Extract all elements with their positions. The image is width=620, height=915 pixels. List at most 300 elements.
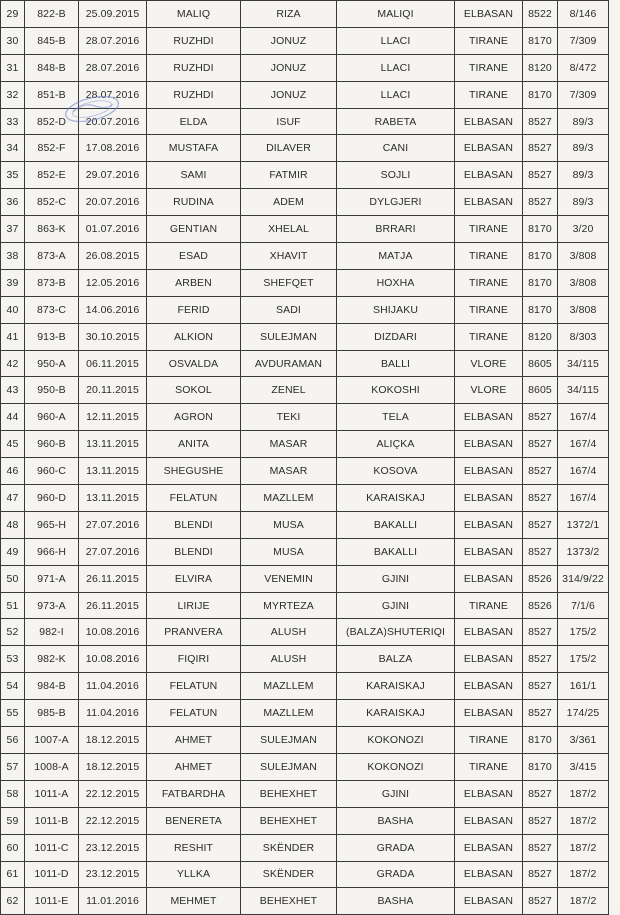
city-cell: TIRANE <box>455 216 523 243</box>
father-name-cell: SULEJMAN <box>241 323 337 350</box>
parcel-number-cell: 1373/2 <box>558 538 609 565</box>
surname-cell: RABETA <box>337 108 455 135</box>
zone-code-cell: 8170 <box>523 753 558 780</box>
surname-cell: BAKALLI <box>337 511 455 538</box>
parcel-number-cell: 7/1/6 <box>558 592 609 619</box>
surname-cell: KOKONOZI <box>337 727 455 754</box>
table-row <box>1 646 609 673</box>
reference-code-cell: 950-A <box>25 350 79 377</box>
table-row <box>1 592 609 619</box>
zone-code-cell: 8120 <box>523 323 558 350</box>
table-row <box>1 673 609 700</box>
father-name-cell: JONUZ <box>241 27 337 54</box>
table-row <box>1 404 609 431</box>
father-name-cell: AVDURAMAN <box>241 350 337 377</box>
row-number-cell: 29 <box>1 1 25 28</box>
date-cell: 23.12.2015 <box>79 834 147 861</box>
zone-code-cell: 8605 <box>523 377 558 404</box>
date-cell: 26.11.2015 <box>79 592 147 619</box>
table-row <box>1 780 609 807</box>
row-number-cell: 37 <box>1 216 25 243</box>
zone-code-cell: 8527 <box>523 431 558 458</box>
zone-code-cell: 8527 <box>523 807 558 834</box>
table-row <box>1 485 609 512</box>
city-cell: ELBASAN <box>455 108 523 135</box>
surname-cell: TELA <box>337 404 455 431</box>
city-cell: ELBASAN <box>455 404 523 431</box>
date-cell: 25.09.2015 <box>79 1 147 28</box>
parcel-number-cell: 7/309 <box>558 27 609 54</box>
first-name-cell: BENERETA <box>147 807 241 834</box>
father-name-cell: ALUSH <box>241 619 337 646</box>
table-row <box>1 323 609 350</box>
reference-code-cell: 873-A <box>25 243 79 270</box>
reference-code-cell: 960-C <box>25 458 79 485</box>
parcel-number-cell: 167/4 <box>558 404 609 431</box>
zone-code-cell: 8527 <box>523 538 558 565</box>
zone-code-cell: 8526 <box>523 565 558 592</box>
parcel-number-cell: 3/361 <box>558 727 609 754</box>
first-name-cell: RESHIT <box>147 834 241 861</box>
parcel-number-cell: 89/3 <box>558 135 609 162</box>
surname-cell: (BALZA)SHUTERIQI <box>337 619 455 646</box>
zone-code-cell: 8527 <box>523 135 558 162</box>
first-name-cell: FATBARDHA <box>147 780 241 807</box>
city-cell: TIRANE <box>455 27 523 54</box>
city-cell: ELBASAN <box>455 511 523 538</box>
city-cell: VLORE <box>455 377 523 404</box>
city-cell: ELBASAN <box>455 619 523 646</box>
row-number-cell: 49 <box>1 538 25 565</box>
surname-cell: GJINI <box>337 780 455 807</box>
first-name-cell: AHMET <box>147 727 241 754</box>
parcel-number-cell: 187/2 <box>558 861 609 888</box>
surname-cell: GJINI <box>337 565 455 592</box>
surname-cell: KARAISKAJ <box>337 485 455 512</box>
table-row <box>1 431 609 458</box>
surname-cell: BALLI <box>337 350 455 377</box>
parcel-number-cell: 89/3 <box>558 189 609 216</box>
first-name-cell: SHEGUSHE <box>147 458 241 485</box>
first-name-cell: BLENDI <box>147 511 241 538</box>
zone-code-cell: 8527 <box>523 861 558 888</box>
table-row <box>1 189 609 216</box>
surname-cell: LLACI <box>337 81 455 108</box>
date-cell: 26.08.2015 <box>79 243 147 270</box>
first-name-cell: RUZHDI <box>147 27 241 54</box>
row-number-cell: 62 <box>1 888 25 915</box>
reference-code-cell: 1008-A <box>25 753 79 780</box>
first-name-cell: ELDA <box>147 108 241 135</box>
reference-code-cell: 966-H <box>25 538 79 565</box>
surname-cell: BALZA <box>337 646 455 673</box>
city-cell: TIRANE <box>455 296 523 323</box>
city-cell: ELBASAN <box>455 135 523 162</box>
zone-code-cell: 8527 <box>523 619 558 646</box>
father-name-cell: ADEM <box>241 189 337 216</box>
father-name-cell: MAZLLEM <box>241 485 337 512</box>
parcel-number-cell: 187/2 <box>558 780 609 807</box>
table-row <box>1 54 609 81</box>
date-cell: 30.10.2015 <box>79 323 147 350</box>
date-cell: 27.07.2016 <box>79 538 147 565</box>
surname-cell: KARAISKAJ <box>337 673 455 700</box>
surname-cell: CANI <box>337 135 455 162</box>
table-row <box>1 619 609 646</box>
date-cell: 20.07.2016 <box>79 189 147 216</box>
father-name-cell: DILAVER <box>241 135 337 162</box>
first-name-cell: LIRIJE <box>147 592 241 619</box>
date-cell: 20.11.2015 <box>79 377 147 404</box>
zone-code-cell: 8527 <box>523 511 558 538</box>
table-row <box>1 700 609 727</box>
father-name-cell: TEKI <box>241 404 337 431</box>
date-cell: 13.11.2015 <box>79 431 147 458</box>
table-row <box>1 511 609 538</box>
zone-code-cell: 8527 <box>523 673 558 700</box>
reference-code-cell: 822-B <box>25 1 79 28</box>
father-name-cell: SKËNDER <box>241 861 337 888</box>
father-name-cell: MAZLLEM <box>241 700 337 727</box>
row-number-cell: 33 <box>1 108 25 135</box>
row-number-cell: 36 <box>1 189 25 216</box>
date-cell: 13.11.2015 <box>79 485 147 512</box>
father-name-cell: ALUSH <box>241 646 337 673</box>
zone-code-cell: 8527 <box>523 700 558 727</box>
date-cell: 11.01.2016 <box>79 888 147 915</box>
father-name-cell: JONUZ <box>241 54 337 81</box>
table-row <box>1 108 609 135</box>
row-number-cell: 59 <box>1 807 25 834</box>
father-name-cell: JONUZ <box>241 81 337 108</box>
surname-cell: GJINI <box>337 592 455 619</box>
first-name-cell: FIQIRI <box>147 646 241 673</box>
reference-code-cell: 1011-A <box>25 780 79 807</box>
row-number-cell: 38 <box>1 243 25 270</box>
first-name-cell: GENTIAN <box>147 216 241 243</box>
row-number-cell: 53 <box>1 646 25 673</box>
first-name-cell: RUDINA <box>147 189 241 216</box>
reference-code-cell: 863-K <box>25 216 79 243</box>
date-cell: 20.07.2016 <box>79 108 147 135</box>
city-cell: ELBASAN <box>455 1 523 28</box>
surname-cell: KOKONOZI <box>337 753 455 780</box>
date-cell: 11.04.2016 <box>79 700 147 727</box>
father-name-cell: SULEJMAN <box>241 753 337 780</box>
city-cell: ELBASAN <box>455 888 523 915</box>
reference-code-cell: 913-B <box>25 323 79 350</box>
table-row <box>1 458 609 485</box>
date-cell: 14.06.2016 <box>79 296 147 323</box>
reference-code-cell: 851-B <box>25 81 79 108</box>
surname-cell: BRRARI <box>337 216 455 243</box>
table-row <box>1 727 609 754</box>
zone-code-cell: 8527 <box>523 162 558 189</box>
surname-cell: SOJLI <box>337 162 455 189</box>
row-number-cell: 55 <box>1 700 25 727</box>
parcel-number-cell: 3/808 <box>558 296 609 323</box>
table-row <box>1 162 609 189</box>
date-cell: 22.12.2015 <box>79 780 147 807</box>
table-row <box>1 753 609 780</box>
reference-code-cell: 971-A <box>25 565 79 592</box>
first-name-cell: RUZHDI <box>147 54 241 81</box>
reference-code-cell: 1011-B <box>25 807 79 834</box>
first-name-cell: MEHMET <box>147 888 241 915</box>
reference-code-cell: 982-I <box>25 619 79 646</box>
row-number-cell: 41 <box>1 323 25 350</box>
table-row <box>1 565 609 592</box>
zone-code-cell: 8170 <box>523 27 558 54</box>
reference-code-cell: 852-F <box>25 135 79 162</box>
date-cell: 26.11.2015 <box>79 565 147 592</box>
city-cell: TIRANE <box>455 81 523 108</box>
row-number-cell: 43 <box>1 377 25 404</box>
first-name-cell: MALIQ <box>147 1 241 28</box>
father-name-cell: MYRTEZA <box>241 592 337 619</box>
zone-code-cell: 8527 <box>523 888 558 915</box>
row-number-cell: 61 <box>1 861 25 888</box>
father-name-cell: FATMIR <box>241 162 337 189</box>
row-number-cell: 57 <box>1 753 25 780</box>
reference-code-cell: 1011-C <box>25 834 79 861</box>
surname-cell: ALIÇKA <box>337 431 455 458</box>
reference-code-cell: 852-E <box>25 162 79 189</box>
parcel-number-cell: 167/4 <box>558 431 609 458</box>
reference-code-cell: 984-B <box>25 673 79 700</box>
father-name-cell: MASAR <box>241 431 337 458</box>
reference-code-cell: 960-A <box>25 404 79 431</box>
first-name-cell: SOKOL <box>147 377 241 404</box>
parcel-number-cell: 3/415 <box>558 753 609 780</box>
table-row <box>1 1 609 28</box>
table-row <box>1 243 609 270</box>
zone-code-cell: 8527 <box>523 189 558 216</box>
parcel-number-cell: 175/2 <box>558 619 609 646</box>
father-name-cell: MUSA <box>241 511 337 538</box>
first-name-cell: YLLKA <box>147 861 241 888</box>
zone-code-cell: 8527 <box>523 485 558 512</box>
first-name-cell: AGRON <box>147 404 241 431</box>
reference-code-cell: 848-B <box>25 54 79 81</box>
first-name-cell: SAMI <box>147 162 241 189</box>
city-cell: ELBASAN <box>455 431 523 458</box>
zone-code-cell: 8120 <box>523 54 558 81</box>
surname-cell: KOKOSHI <box>337 377 455 404</box>
city-cell: TIRANE <box>455 323 523 350</box>
city-cell: TIRANE <box>455 54 523 81</box>
parcel-number-cell: 8/146 <box>558 1 609 28</box>
city-cell: TIRANE <box>455 592 523 619</box>
row-number-cell: 46 <box>1 458 25 485</box>
row-number-cell: 51 <box>1 592 25 619</box>
city-cell: ELBASAN <box>455 780 523 807</box>
date-cell: 23.12.2015 <box>79 861 147 888</box>
parcel-number-cell: 1372/1 <box>558 511 609 538</box>
table-row <box>1 27 609 54</box>
zone-code-cell: 8605 <box>523 350 558 377</box>
first-name-cell: ARBEN <box>147 269 241 296</box>
father-name-cell: SKËNDER <box>241 834 337 861</box>
city-cell: TIRANE <box>455 243 523 270</box>
city-cell: ELBASAN <box>455 861 523 888</box>
table-row <box>1 377 609 404</box>
reference-code-cell: 873-C <box>25 296 79 323</box>
row-number-cell: 52 <box>1 619 25 646</box>
row-number-cell: 48 <box>1 511 25 538</box>
city-cell: ELBASAN <box>455 538 523 565</box>
father-name-cell: BEHEXHET <box>241 888 337 915</box>
zone-code-cell: 8170 <box>523 269 558 296</box>
father-name-cell: ZENEL <box>241 377 337 404</box>
surname-cell: KOSOVA <box>337 458 455 485</box>
row-number-cell: 56 <box>1 727 25 754</box>
row-number-cell: 45 <box>1 431 25 458</box>
date-cell: 18.12.2015 <box>79 727 147 754</box>
father-name-cell: MUSA <box>241 538 337 565</box>
reference-code-cell: 1011-E <box>25 888 79 915</box>
parcel-number-cell: 314/9/22 <box>558 565 609 592</box>
city-cell: ELBASAN <box>455 700 523 727</box>
first-name-cell: AHMET <box>147 753 241 780</box>
reference-code-cell: 845-B <box>25 27 79 54</box>
father-name-cell: BEHEXHET <box>241 780 337 807</box>
father-name-cell: SULEJMAN <box>241 727 337 754</box>
surname-cell: MATJA <box>337 243 455 270</box>
reference-code-cell: 1011-D <box>25 861 79 888</box>
parcel-number-cell: 34/115 <box>558 377 609 404</box>
father-name-cell: MASAR <box>241 458 337 485</box>
first-name-cell: MUSTAFA <box>147 135 241 162</box>
city-cell: ELBASAN <box>455 162 523 189</box>
surname-cell: KARAISKAJ <box>337 700 455 727</box>
date-cell: 12.11.2015 <box>79 404 147 431</box>
reference-code-cell: 873-B <box>25 269 79 296</box>
zone-code-cell: 8170 <box>523 243 558 270</box>
date-cell: 28.07.2016 <box>79 54 147 81</box>
parcel-number-cell: 187/2 <box>558 807 609 834</box>
date-cell: 18.12.2015 <box>79 753 147 780</box>
zone-code-cell: 8527 <box>523 834 558 861</box>
first-name-cell: PRANVERA <box>147 619 241 646</box>
zone-code-cell: 8527 <box>523 780 558 807</box>
parcel-number-cell: 174/25 <box>558 700 609 727</box>
city-cell: ELBASAN <box>455 485 523 512</box>
zone-code-cell: 8527 <box>523 108 558 135</box>
parcel-number-cell: 8/472 <box>558 54 609 81</box>
parcel-number-cell: 3/20 <box>558 216 609 243</box>
zone-code-cell: 8170 <box>523 216 558 243</box>
father-name-cell: ISUF <box>241 108 337 135</box>
date-cell: 01.07.2016 <box>79 216 147 243</box>
table-row <box>1 350 609 377</box>
reference-code-cell: 852-D <box>25 108 79 135</box>
city-cell: ELBASAN <box>455 807 523 834</box>
table-row <box>1 216 609 243</box>
row-number-cell: 50 <box>1 565 25 592</box>
reference-code-cell: 985-B <box>25 700 79 727</box>
first-name-cell: BLENDI <box>147 538 241 565</box>
surname-cell: LLACI <box>337 54 455 81</box>
row-number-cell: 54 <box>1 673 25 700</box>
father-name-cell: XHAVIT <box>241 243 337 270</box>
surname-cell: GRADA <box>337 834 455 861</box>
surname-cell: BAKALLI <box>337 538 455 565</box>
city-cell: TIRANE <box>455 727 523 754</box>
first-name-cell: ESAD <box>147 243 241 270</box>
parcel-number-cell: 187/2 <box>558 888 609 915</box>
first-name-cell: ALKION <box>147 323 241 350</box>
surname-cell: BASHA <box>337 888 455 915</box>
date-cell: 11.04.2016 <box>79 673 147 700</box>
date-cell: 17.08.2016 <box>79 135 147 162</box>
row-number-cell: 60 <box>1 834 25 861</box>
row-number-cell: 32 <box>1 81 25 108</box>
father-name-cell: VENEMIN <box>241 565 337 592</box>
parcel-number-cell: 3/808 <box>558 243 609 270</box>
parcel-number-cell: 3/808 <box>558 269 609 296</box>
father-name-cell: SADI <box>241 296 337 323</box>
zone-code-cell: 8522 <box>523 1 558 28</box>
date-cell: 10.08.2016 <box>79 646 147 673</box>
city-cell: VLORE <box>455 350 523 377</box>
reference-code-cell: 960-D <box>25 485 79 512</box>
city-cell: ELBASAN <box>455 565 523 592</box>
father-name-cell: RIZA <box>241 1 337 28</box>
table-row <box>1 807 609 834</box>
surname-cell: MALIQI <box>337 1 455 28</box>
row-number-cell: 31 <box>1 54 25 81</box>
date-cell: 06.11.2015 <box>79 350 147 377</box>
reference-code-cell: 950-B <box>25 377 79 404</box>
table-row <box>1 296 609 323</box>
first-name-cell: FERID <box>147 296 241 323</box>
row-number-cell: 58 <box>1 780 25 807</box>
first-name-cell: FELATUN <box>147 673 241 700</box>
city-cell: TIRANE <box>455 753 523 780</box>
table-row <box>1 269 609 296</box>
surname-cell: GRADA <box>337 861 455 888</box>
first-name-cell: FELATUN <box>147 700 241 727</box>
parcel-number-cell: 89/3 <box>558 108 609 135</box>
reference-code-cell: 973-A <box>25 592 79 619</box>
row-number-cell: 30 <box>1 27 25 54</box>
zone-code-cell: 8527 <box>523 646 558 673</box>
surname-cell: LLACI <box>337 27 455 54</box>
date-cell: 10.08.2016 <box>79 619 147 646</box>
parcel-number-cell: 167/4 <box>558 458 609 485</box>
surname-cell: SHIJAKU <box>337 296 455 323</box>
city-cell: ELBASAN <box>455 458 523 485</box>
parcel-number-cell: 175/2 <box>558 646 609 673</box>
date-cell: 27.07.2016 <box>79 511 147 538</box>
date-cell: 29.07.2016 <box>79 162 147 189</box>
date-cell: 28.07.2016 <box>79 27 147 54</box>
row-number-cell: 35 <box>1 162 25 189</box>
zone-code-cell: 8170 <box>523 727 558 754</box>
row-number-cell: 42 <box>1 350 25 377</box>
zone-code-cell: 8170 <box>523 81 558 108</box>
parcel-number-cell: 161/1 <box>558 673 609 700</box>
table-row <box>1 538 609 565</box>
table-row <box>1 861 609 888</box>
father-name-cell: MAZLLEM <box>241 673 337 700</box>
reference-code-cell: 960-B <box>25 431 79 458</box>
zone-code-cell: 8526 <box>523 592 558 619</box>
first-name-cell: FELATUN <box>147 485 241 512</box>
table-row <box>1 135 609 162</box>
surname-cell: DIZDARI <box>337 323 455 350</box>
